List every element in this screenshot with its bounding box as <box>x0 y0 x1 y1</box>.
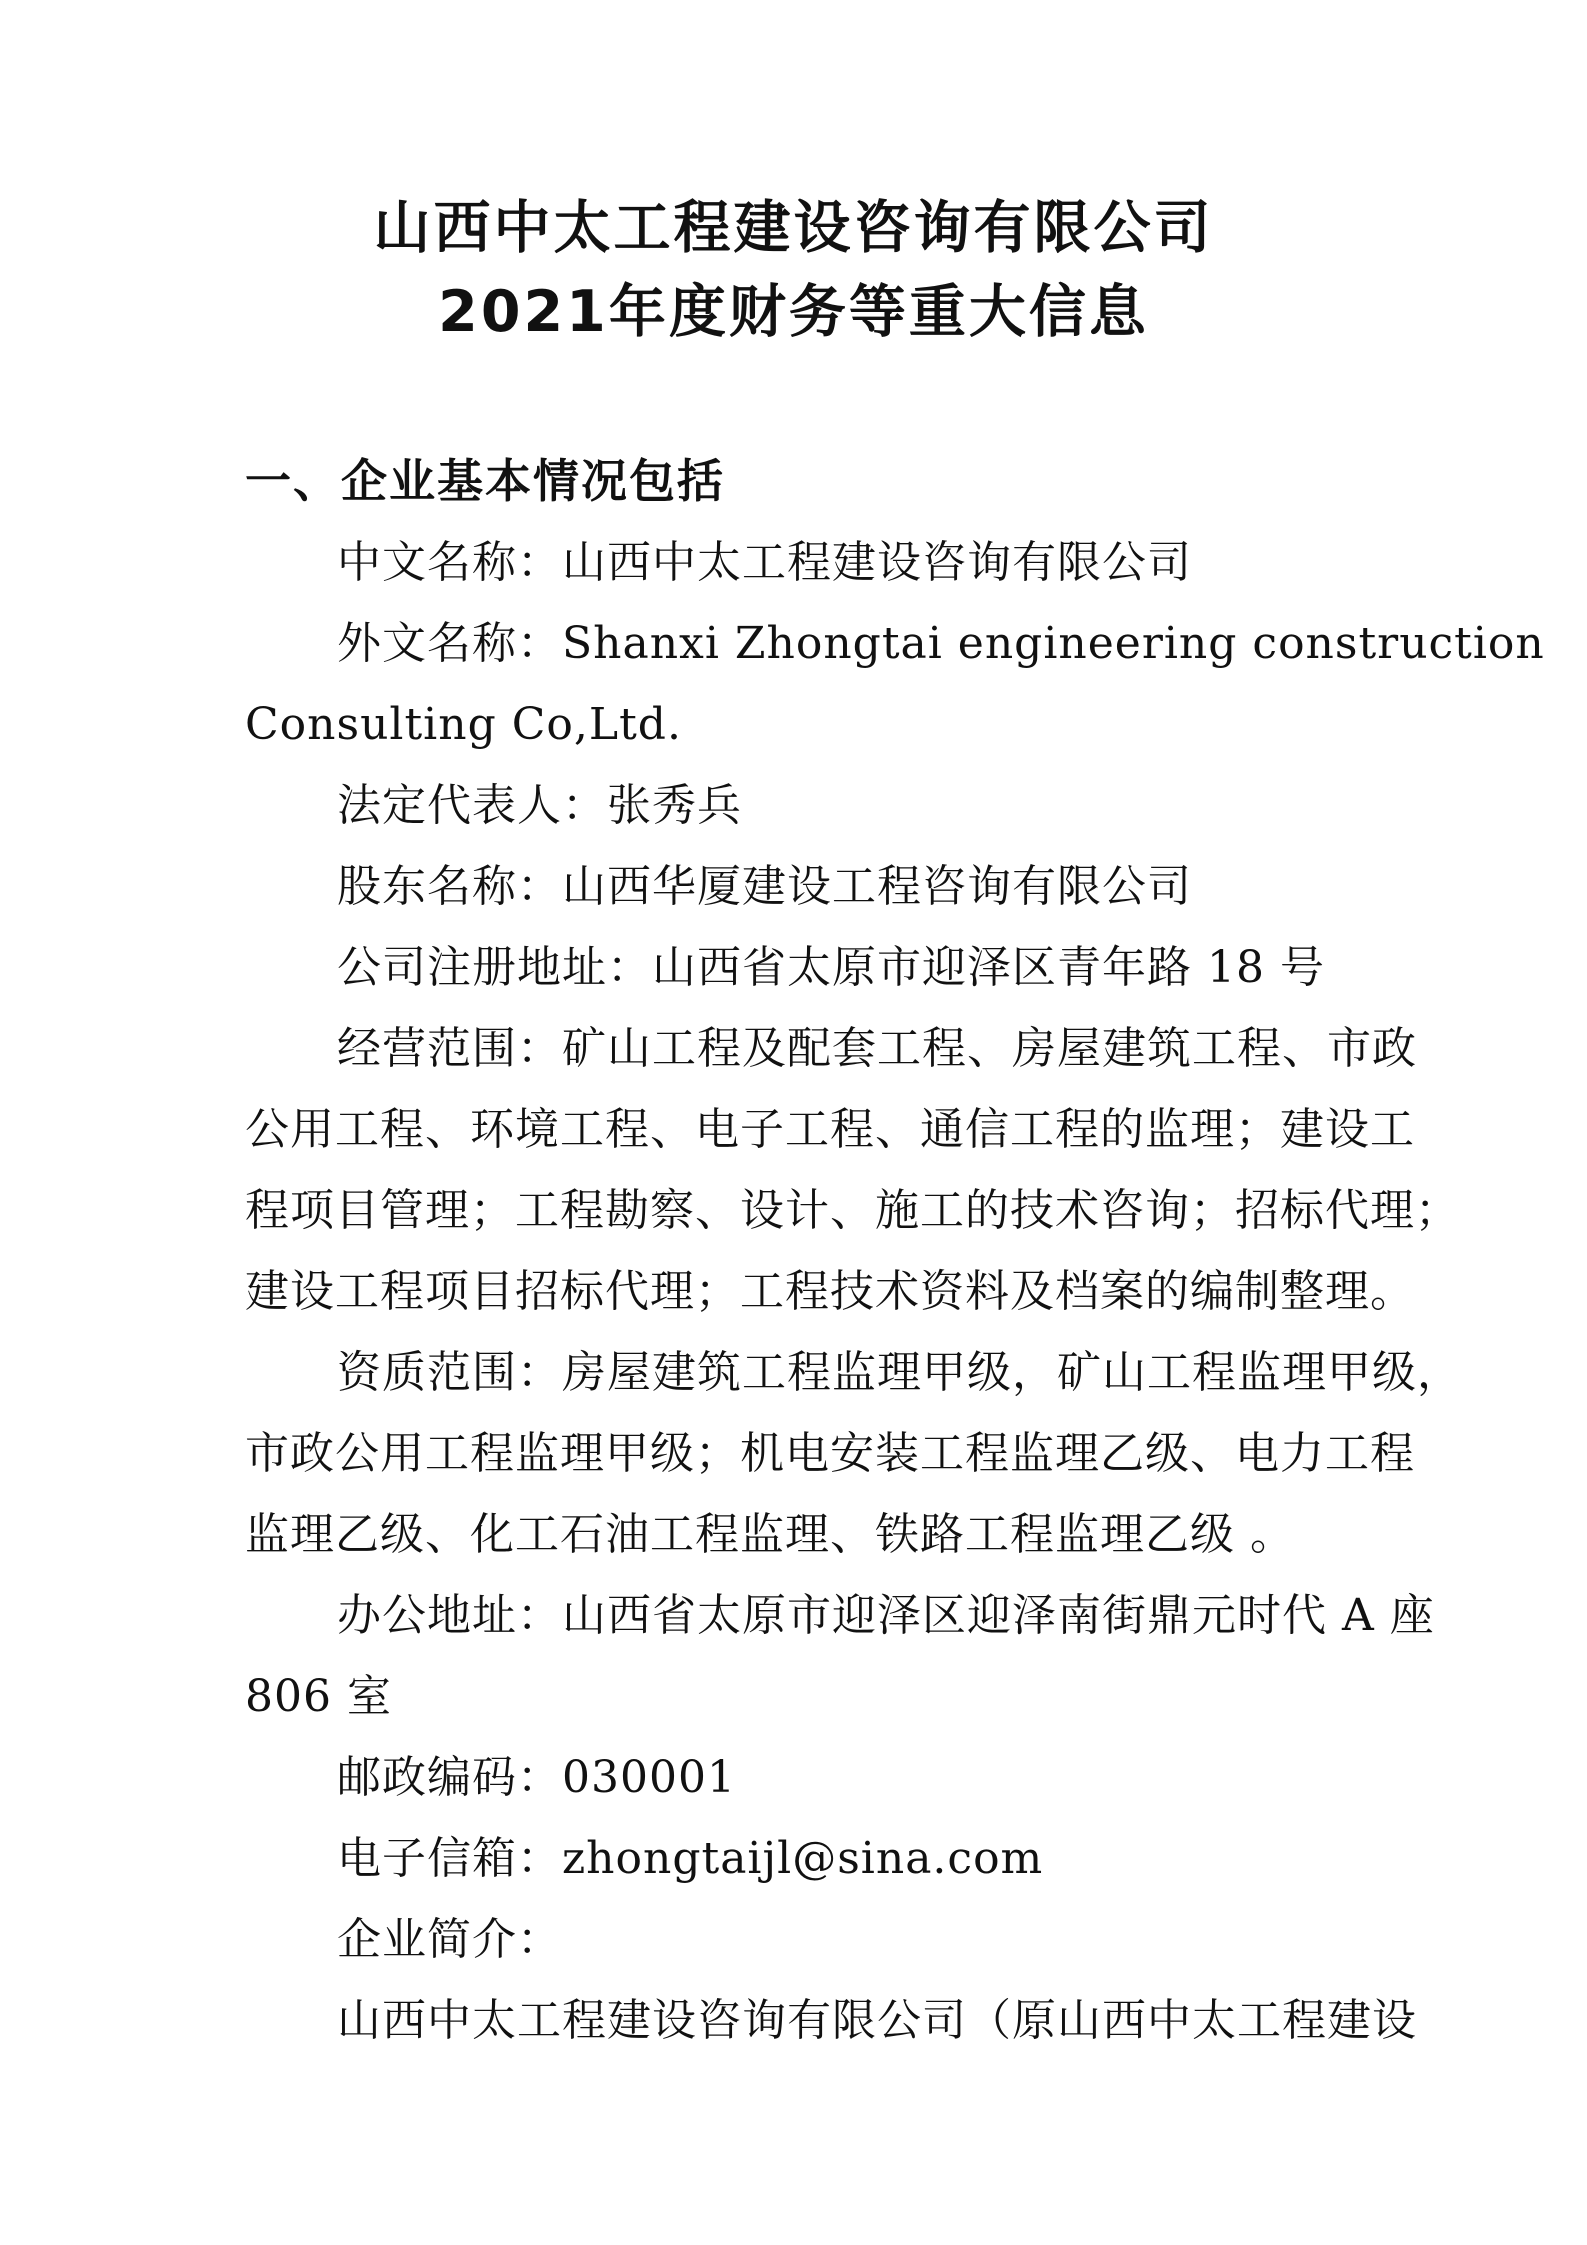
document-body <box>0 522 1587 2061</box>
body-line-business-scope-2: 公用工程、环境工程、电子工程、通信工程的监理；建设工 <box>245 1104 1415 1155</box>
body-line-foreign-name: 外文名称：Shanxi Zhongtai engineering construction <box>337 618 1545 669</box>
body-line-legal-rep: 法定代表人：张秀兵 <box>337 780 742 831</box>
body-line-email: 电子信箱：zhongtaijl@sina.com <box>337 1833 1044 1884</box>
body-line-profile-intro: 山西中太工程建设咨询有限公司（原山西中太工程建设 <box>337 1995 1417 2046</box>
body-line-shareholder: 股东名称：山西华厦建设工程咨询有限公司 <box>337 861 1192 912</box>
body-line-registered-addr: 公司注册地址：山西省太原市迎泽区青年路 18 号 <box>337 942 1325 993</box>
body-line-chinese-name: 中文名称：山西中太工程建设咨询有限公司 <box>337 537 1192 588</box>
body-line-business-scope-4: 建设工程项目招标代理；工程技术资料及档案的编制整理。 <box>245 1266 1415 1317</box>
document-title-line-1: 山西中太工程建设咨询有限公司 <box>373 195 1214 261</box>
body-line-foreign-name-cont: Consulting Co,Ltd. <box>245 699 682 750</box>
section-heading: 一、企业基本情况包括 <box>245 454 725 508</box>
body-line-business-scope-1: 经营范围：矿山工程及配套工程、房屋建筑工程、市政 <box>337 1023 1417 1074</box>
body-line-qualification-2: 市政公用工程监理甲级；机电安装工程监理乙级、电力工程 <box>245 1428 1415 1479</box>
body-line-postal-code: 邮政编码：030001 <box>337 1752 736 1803</box>
body-line-office-addr-cont: 806 室 <box>245 1671 392 1722</box>
document-title-line-2: 2021年度财务等重大信息 <box>438 279 1149 345</box>
document-title <box>199 0 1389 354</box>
body-line-qualification-1: 资质范围：房屋建筑工程监理甲级，矿山工程监理甲级， <box>337 1347 1462 1398</box>
body-line-business-scope-3: 程项目管理；工程勘察、设计、施工的技术咨询；招标代理； <box>245 1185 1460 1236</box>
body-line-profile-label: 企业简介： <box>337 1914 562 1965</box>
body-line-qualification-3: 监理乙级、化工石油工程监理、铁路工程监理乙级 。 <box>245 1509 1295 1560</box>
body-line-office-addr: 办公地址：山西省太原市迎泽区迎泽南街鼎元时代 A 座 <box>337 1590 1435 1641</box>
